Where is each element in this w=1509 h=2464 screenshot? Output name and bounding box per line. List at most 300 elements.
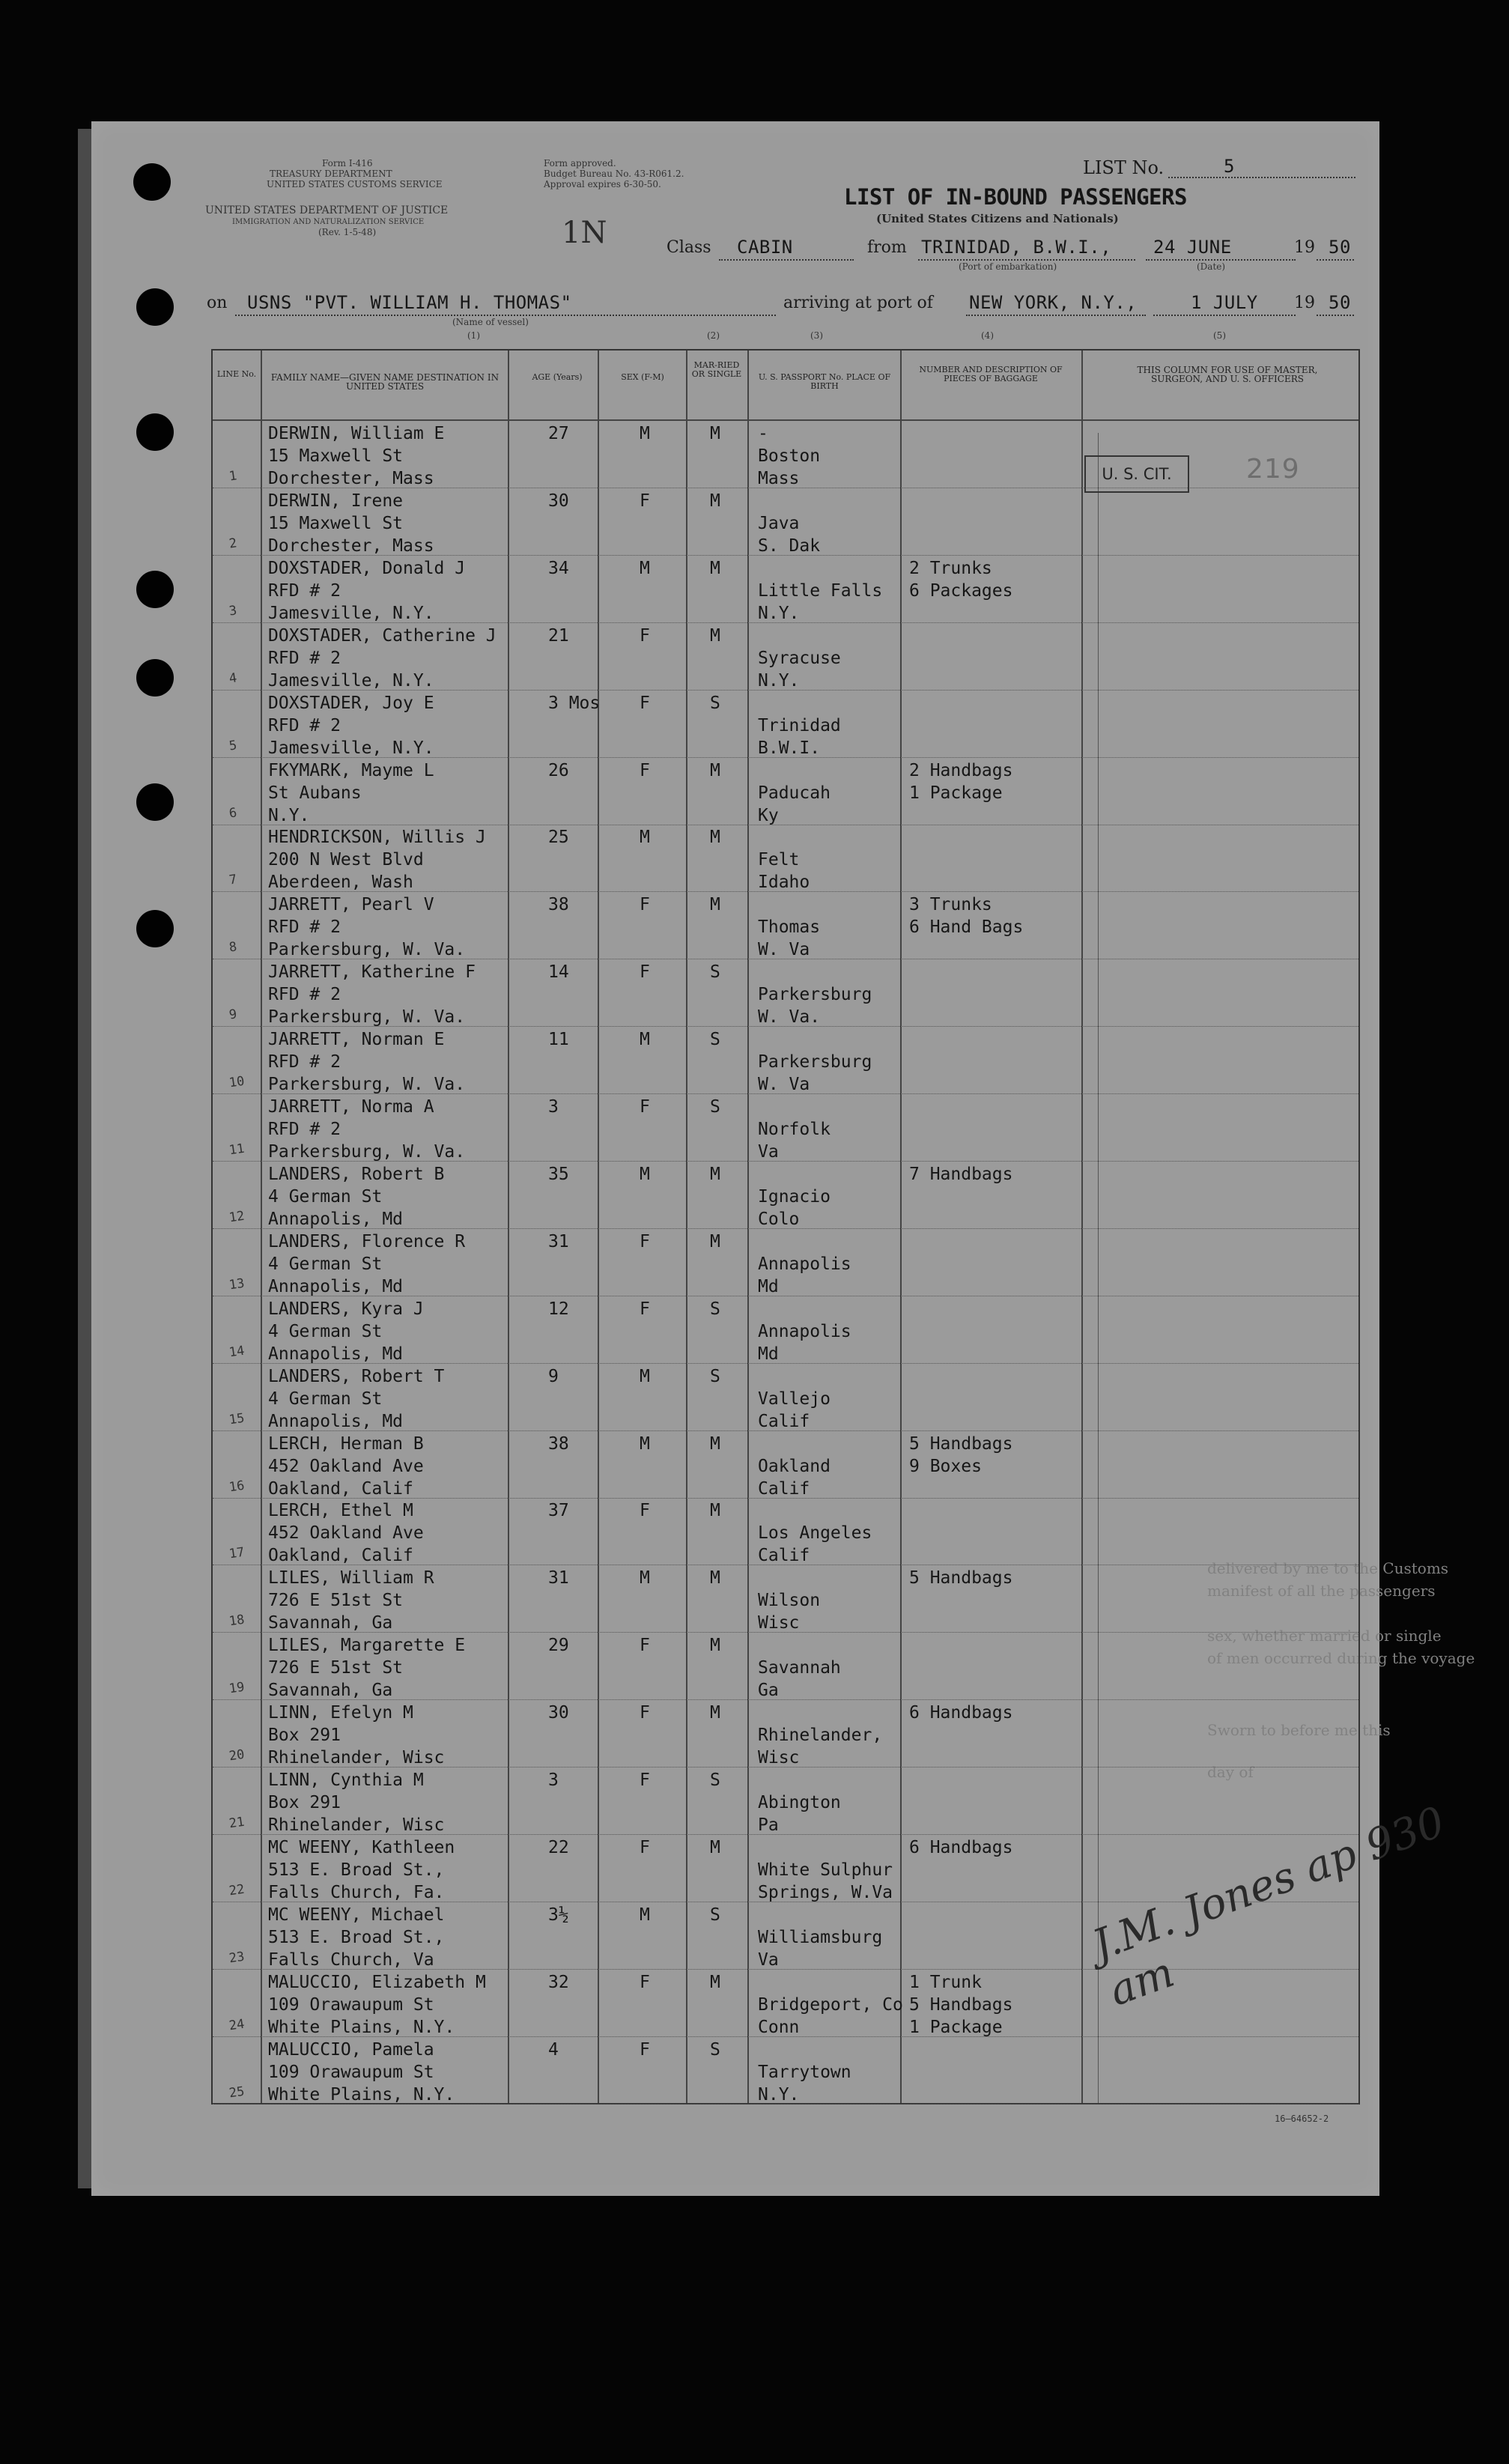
cell-birth3: N.Y.	[758, 670, 800, 691]
cell-birth2: Felt	[758, 850, 800, 870]
passenger-row	[213, 1565, 1358, 1633]
binder-hole	[136, 571, 174, 608]
passenger-row	[213, 1700, 1358, 1767]
cell-birth2: Trinidad	[758, 715, 841, 735]
binder-hole	[136, 413, 174, 451]
line-number: 22	[228, 1881, 246, 1899]
passenger-row	[213, 959, 1358, 1027]
cell-birth2: White Sulphur	[758, 1860, 893, 1880]
cell-married: M	[710, 895, 720, 915]
passenger-row	[213, 1498, 1358, 1565]
cell-bag3: 1 Package	[909, 2017, 1003, 2037]
cell-birth2: Norfolk	[758, 1120, 831, 1139]
list-no-value: 5	[1224, 156, 1235, 177]
cell-married: S	[710, 1030, 720, 1050]
col-header-name: FAMILY NAME—GIVEN NAME DESTINATION IN UNITED STATES	[270, 372, 500, 392]
col-header-age: AGE (Years)	[532, 372, 583, 382]
vessel-caption: (Name of vessel)	[452, 317, 529, 327]
cell-name: HENDRICKSON, Willis J	[268, 828, 486, 848]
passenger-row	[213, 623, 1358, 691]
cell-birth3: Pa	[758, 1815, 779, 1835]
cell-name: JARRETT, Katherine F	[268, 962, 476, 983]
revision-date: (Rev. 1-5-48)	[318, 227, 377, 237]
cell-birth2: Annapolis	[758, 1254, 851, 1274]
line-number: 23	[228, 1949, 246, 1967]
cell-name: DERWIN, William E	[268, 424, 445, 443]
cell-bag1: 7 Handbags	[909, 1164, 1013, 1184]
cell-addr2: Annapolis, Md	[268, 1276, 404, 1296]
cell-name: LINN, Cynthia M	[268, 1770, 424, 1790]
cell-birth2: Boston	[758, 446, 821, 466]
cell-name: LANDERS, Robert T	[268, 1366, 445, 1386]
cell-sex: F	[640, 693, 650, 713]
line-number: 6	[228, 804, 238, 822]
ins-service: IMMIGRATION AND NATURALIZATION SERVICE	[232, 218, 425, 226]
cell-bag2: 6 Hand Bags	[909, 917, 1024, 938]
cell-addr2: Parkersburg, W. Va.	[268, 1007, 466, 1028]
cell-birth3: Md	[758, 1344, 779, 1364]
passenger-row	[213, 1094, 1358, 1162]
cell-married: S	[710, 1299, 720, 1319]
cell-name: JARRETT, Norma A	[268, 1097, 434, 1117]
cell-sex: M	[640, 1433, 650, 1454]
treasury-dept: TREASURY DEPARTMENT	[270, 169, 392, 179]
cell-age: 3 Mos	[548, 693, 601, 713]
page-title: LIST OF IN-BOUND PASSENGERS	[844, 184, 1187, 210]
port-embark-caption: (Port of embarkation)	[959, 261, 1057, 272]
cell-sex: F	[640, 2039, 650, 2060]
cell-addr1: 726 E 51st St	[268, 1591, 404, 1611]
cell-bag1: 2 Handbags	[909, 760, 1013, 780]
year-prefix: 19	[1294, 294, 1315, 312]
cell-birth3: Va	[758, 1949, 779, 1970]
arrival-date: 1 JULY	[1191, 292, 1258, 313]
cell-age: 35	[548, 1164, 569, 1184]
bleed-through-text: delivered by me to the Customs	[1207, 1559, 1449, 1577]
cell-name: FKYMARK, Mayme L	[268, 760, 434, 780]
cell-addr1: Box 291	[268, 1726, 341, 1746]
cell-name: LILES, Margarette E	[268, 1636, 466, 1656]
line-number: 3	[228, 603, 238, 619]
passenger-row	[213, 1162, 1358, 1229]
cell-addr1: 4 German St	[268, 1254, 383, 1274]
cell-addr1: 109 Orawaupum St	[268, 1994, 434, 2015]
cell-birth2: Abington	[758, 1793, 841, 1812]
binder-hole	[136, 783, 174, 821]
cell-birth3: Va	[758, 1142, 779, 1162]
cell-age: 9	[548, 1366, 559, 1386]
passenger-row	[213, 1296, 1358, 1364]
cell-sex: F	[640, 1837, 650, 1857]
cell-bag1: 6 Handbags	[909, 1837, 1013, 1857]
cell-addr2: Rhinelander, Wisc	[268, 1815, 445, 1835]
line-number: 9	[228, 1007, 238, 1023]
cell-birth2: Java	[758, 513, 800, 533]
cell-bag1: 6 Handbags	[909, 1703, 1013, 1723]
line-number: 13	[228, 1275, 246, 1293]
cell-birth3: N.Y.	[758, 603, 800, 623]
line-number: 14	[228, 1343, 246, 1361]
cell-addr1: 452 Oakland Ave	[268, 1456, 424, 1476]
cell-birth3: Wisc	[758, 1748, 800, 1768]
class-value: CABIN	[737, 237, 793, 258]
cell-addr2: Jamesville, N.Y.	[268, 670, 434, 691]
cell-sex: M	[640, 1366, 650, 1386]
cell-name: MALUCCIO, Pamela	[268, 2039, 434, 2060]
cell-bag1: 1 Trunk	[909, 1972, 982, 1992]
cell-birth3: Calif	[758, 1478, 810, 1499]
col-header-sex: SEX (F-M)	[621, 372, 664, 382]
cell-age: 26	[548, 760, 569, 780]
budget-bureau: Budget Bureau No. 43-R061.2.	[544, 169, 684, 179]
form-approved: Form approved.	[544, 158, 616, 169]
cell-age: 14	[548, 962, 569, 983]
cell-birth3: Calif	[758, 1546, 810, 1566]
col-header-line: LINE No.	[216, 369, 257, 379]
line-number: 25	[228, 2084, 246, 2101]
cell-addr1: RFD # 2	[268, 917, 341, 938]
cell-birth1: -	[758, 424, 768, 443]
cell-bag2: 6 Packages	[909, 580, 1013, 601]
passenger-row	[213, 1364, 1358, 1431]
cell-birth3: B.W.I.	[758, 738, 821, 758]
cell-married: M	[710, 1164, 720, 1184]
cell-addr2: N.Y.	[268, 805, 310, 825]
year-prefix: 19	[1294, 238, 1315, 257]
cell-addr1: RFD # 2	[268, 648, 341, 668]
embarkation-date: 24 JUNE	[1153, 237, 1232, 258]
cell-birth3: Springs, W.Va	[758, 1882, 893, 1902]
justice-dept: UNITED STATES DEPARTMENT OF JUSTICE	[205, 204, 449, 216]
cell-birth3: S. Dak	[758, 535, 821, 556]
cell-age: 34	[548, 558, 569, 578]
line-number: 5	[228, 737, 238, 754]
cell-married: M	[710, 558, 720, 578]
line-number: 18	[228, 1612, 246, 1630]
cell-age: 21	[548, 625, 569, 646]
bleed-through-text: sex, whether married or single	[1207, 1627, 1442, 1645]
cell-addr1: 513 E. Broad St.,	[268, 1860, 445, 1880]
stamp-number: 219	[1246, 454, 1300, 485]
line-number: 11	[228, 1141, 246, 1159]
cell-sex: F	[640, 962, 650, 983]
cell-name: MC WEENY, Kathleen	[268, 1837, 455, 1857]
on-label: on	[207, 294, 228, 312]
cell-birth2: Tarrytown	[758, 2062, 851, 2082]
cell-addr2: Falls Church, Va	[268, 1949, 434, 1970]
binder-hole	[136, 910, 174, 947]
cell-age: 37	[548, 1501, 569, 1521]
cell-birth3: W. Va	[758, 1075, 810, 1095]
binder-hole	[136, 288, 174, 326]
cell-age: 11	[548, 1030, 569, 1050]
cell-addr1: RFD # 2	[268, 1120, 341, 1139]
passenger-row	[213, 1633, 1358, 1700]
cell-birth3: Colo	[758, 1209, 800, 1229]
cell-age: 3½	[548, 1905, 569, 1925]
cell-age: 30	[548, 491, 569, 511]
vessel-name: USNS "PVT. WILLIAM H. THOMAS"	[247, 292, 572, 313]
cell-birth2: Williamsburg	[758, 1927, 883, 1947]
cell-name: JARRETT, Norman E	[268, 1030, 445, 1050]
cell-addr1: RFD # 2	[268, 715, 341, 735]
handwritten-mark: 1N	[562, 216, 607, 250]
cell-sex: F	[640, 1703, 650, 1723]
embarkation-year: 50	[1329, 237, 1351, 258]
cell-bag2: 1 Package	[909, 783, 1003, 803]
cell-married: M	[710, 1636, 720, 1656]
cell-addr1: 4 German St	[268, 1321, 383, 1341]
cell-name: LERCH, Herman B	[268, 1433, 424, 1454]
approval-expires: Approval expires 6-30-50.	[544, 179, 661, 189]
passenger-table	[211, 349, 1360, 2105]
col-header-married: MAR-RIED OR SINGLE	[691, 360, 742, 379]
cell-married: S	[710, 1366, 720, 1386]
cell-sex: F	[640, 625, 650, 646]
cell-bag1: 5 Handbags	[909, 1433, 1013, 1454]
cell-birth3: Wisc	[758, 1613, 800, 1633]
cell-addr1: 452 Oakland Ave	[268, 1523, 424, 1544]
cell-age: 38	[548, 895, 569, 915]
cell-married: M	[710, 1433, 720, 1454]
cell-age: 38	[548, 1433, 569, 1454]
passenger-row	[213, 758, 1358, 825]
cell-birth3: N.Y.	[758, 2084, 800, 2105]
cell-addr1: Box 291	[268, 1793, 341, 1812]
line-number: 24	[228, 2016, 246, 2034]
line-number: 10	[228, 1073, 246, 1091]
port-of-embarkation: TRINIDAD, B.W.I.,	[921, 237, 1112, 258]
cell-sex: F	[640, 491, 650, 511]
cell-addr2: Annapolis, Md	[268, 1411, 404, 1431]
cell-sex: M	[640, 424, 650, 443]
cell-addr2: White Plains, N.Y.	[268, 2017, 455, 2037]
cell-birth2: Los Angeles	[758, 1523, 872, 1544]
cell-sex: M	[640, 1030, 650, 1050]
passenger-row	[213, 1229, 1358, 1296]
cell-birth3: W. Va	[758, 940, 810, 960]
column-number: (1)	[467, 330, 480, 341]
cell-bag2: 5 Handbags	[909, 1994, 1013, 2015]
cell-married: S	[710, 693, 720, 713]
col-header-baggage: NUMBER AND DESCRIPTION OF PIECES OF BAGGAGE	[919, 365, 1063, 383]
cell-name: JARRETT, Pearl V	[268, 895, 434, 915]
cell-addr2: Parkersburg, W. Va.	[268, 1142, 466, 1162]
column-number: (3)	[810, 330, 823, 341]
passenger-row	[213, 488, 1358, 556]
cell-birth2: Syracuse	[758, 648, 841, 668]
passenger-row	[213, 691, 1358, 758]
date-caption: (Date)	[1197, 261, 1226, 272]
cell-age: 27	[548, 424, 569, 443]
passenger-row	[213, 1767, 1358, 1835]
cell-sex: F	[640, 895, 650, 915]
passenger-row	[213, 892, 1358, 959]
cell-married: S	[710, 1097, 720, 1117]
cell-birth2: Rhinelander,	[758, 1726, 883, 1746]
cell-married: M	[710, 491, 720, 511]
cell-birth2: Vallejo	[758, 1389, 831, 1409]
line-number: 20	[228, 1747, 246, 1764]
cell-addr1: RFD # 2	[268, 580, 341, 601]
cell-addr2: Rhinelander, Wisc	[268, 1748, 445, 1768]
cell-name: LANDERS, Kyra J	[268, 1299, 424, 1319]
cell-sex: M	[640, 1164, 650, 1184]
customs-service: UNITED STATES CUSTOMS SERVICE	[267, 179, 443, 189]
cell-birth2: Paducah	[758, 783, 831, 803]
cell-sex: F	[640, 1501, 650, 1521]
cell-addr2: Oakland, Calif	[268, 1478, 413, 1499]
passenger-row	[213, 825, 1358, 892]
binder-hole	[133, 163, 171, 201]
cell-sex: F	[640, 1972, 650, 1992]
cell-age: 12	[548, 1299, 569, 1319]
cell-addr1: RFD # 2	[268, 1052, 341, 1072]
line-number: 1	[228, 468, 238, 485]
cell-married: M	[710, 1231, 720, 1251]
form-number: Form I-416	[322, 158, 373, 169]
bleed-through-text: of men occurred during the voyage	[1207, 1649, 1475, 1667]
bleed-through-text: day of	[1207, 1763, 1254, 1781]
cell-married: M	[710, 760, 720, 780]
cell-addr1: 15 Maxwell St	[268, 513, 404, 533]
arrival-year: 50	[1329, 292, 1351, 313]
list-no-label: LIST No.	[1083, 157, 1165, 178]
passenger-row	[213, 1027, 1358, 1094]
line-number: 4	[228, 670, 238, 687]
from-label: from	[867, 238, 907, 257]
cell-married: M	[710, 1568, 720, 1588]
cell-age: 29	[548, 1636, 569, 1656]
cell-married: S	[710, 1905, 720, 1925]
cell-sex: M	[640, 1905, 650, 1925]
cell-married: M	[710, 424, 720, 443]
cell-addr1: 4 German St	[268, 1389, 383, 1409]
passenger-row	[213, 2037, 1358, 2105]
cell-birth2: Savannah	[758, 1658, 841, 1678]
cell-addr2: Oakland, Calif	[268, 1546, 413, 1566]
cell-addr1: 109 Orawaupum St	[268, 2062, 434, 2082]
cell-married: M	[710, 1501, 720, 1521]
cell-name: LINN, Efelyn M	[268, 1703, 413, 1723]
cell-name: LANDERS, Robert B	[268, 1164, 445, 1184]
cell-age: 3	[548, 1770, 559, 1790]
cell-married: S	[710, 1770, 720, 1790]
column-number: (2)	[707, 330, 720, 341]
cell-addr1: 513 E. Broad St.,	[268, 1927, 445, 1947]
cell-birth3: W. Va.	[758, 1007, 821, 1028]
line-number: 2	[228, 535, 238, 552]
cell-birth3: Mass	[758, 469, 800, 488]
line-number: 7	[228, 872, 238, 889]
cell-sex: M	[640, 828, 650, 848]
cell-sex: F	[640, 760, 650, 780]
cell-sex: F	[640, 1097, 650, 1117]
cell-name: DERWIN, Irene	[268, 491, 404, 511]
cell-age: 31	[548, 1231, 569, 1251]
cell-birth3: Md	[758, 1276, 779, 1296]
cell-age: 3	[548, 1097, 559, 1117]
arrival-port: NEW YORK, N.Y.,	[969, 292, 1138, 313]
cell-addr1: 200 N West Blvd	[268, 850, 424, 870]
cell-birth3: Calif	[758, 1411, 810, 1431]
cell-married: M	[710, 1703, 720, 1723]
cell-married: S	[710, 962, 720, 983]
cell-addr2: White Plains, N.Y.	[268, 2084, 455, 2105]
cell-addr2: Parkersburg, W. Va.	[268, 940, 466, 960]
cell-name: DOXSTADER, Donald J	[268, 558, 466, 578]
cell-birth2: Parkersburg	[758, 985, 872, 1005]
cell-addr2: Jamesville, N.Y.	[268, 603, 434, 623]
form-footer-code: 16—64652-2	[1275, 2113, 1329, 2124]
cell-bag1: 5 Handbags	[909, 1568, 1013, 1588]
cell-birth2: Annapolis	[758, 1321, 851, 1341]
cell-name: DOXSTADER, Catherine J	[268, 625, 497, 646]
cell-name: LANDERS, Florence R	[268, 1231, 466, 1251]
cell-sex: F	[640, 1299, 650, 1319]
cell-age: 31	[548, 1568, 569, 1588]
cell-age: 30	[548, 1703, 569, 1723]
cell-sex: M	[640, 1568, 650, 1588]
line-number: 21	[228, 1814, 246, 1832]
cell-addr2: Falls Church, Fa.	[268, 1882, 445, 1902]
arriving-label: arriving at port of	[783, 294, 933, 312]
cell-addr2: Dorchester, Mass	[268, 535, 434, 556]
line-number: 12	[228, 1208, 246, 1226]
line-number: 16	[228, 1478, 246, 1495]
cell-name: MC WEENY, Michael	[268, 1905, 445, 1925]
cell-birth2: Bridgeport, Co	[758, 1994, 903, 2015]
cell-age: 4	[548, 2039, 559, 2060]
cell-addr1: 15 Maxwell St	[268, 446, 404, 466]
line-number: 15	[228, 1410, 246, 1427]
column-number: (4)	[981, 330, 994, 341]
cell-sex: F	[640, 1770, 650, 1790]
cell-birth3: Idaho	[758, 873, 810, 893]
line-number: 8	[228, 939, 238, 956]
passenger-row	[213, 1431, 1358, 1499]
cell-addr1: St Aubans	[268, 783, 362, 803]
bleed-through-text: Sworn to before me this	[1207, 1721, 1391, 1739]
cell-name: MALUCCIO, Elizabeth M	[268, 1972, 486, 1992]
page-subtitle: (United States Citizens and Nationals)	[876, 212, 1119, 225]
cell-addr2: Aberdeen, Wash	[268, 873, 413, 893]
cell-age: 32	[548, 1972, 569, 1992]
cell-addr1: RFD # 2	[268, 985, 341, 1005]
class-label: Class	[667, 238, 711, 257]
cell-married: S	[710, 2039, 720, 2060]
col-header-birth: U. S. PASSPORT No. PLACE OF BIRTH	[758, 372, 891, 391]
cell-age: 22	[548, 1837, 569, 1857]
cell-married: M	[710, 625, 720, 646]
cell-addr2: Savannah, Ga	[268, 1613, 393, 1633]
cell-age: 25	[548, 828, 569, 848]
cell-sex: M	[640, 558, 650, 578]
us-citizen-stamp: U. S. CIT.	[1084, 455, 1189, 493]
cell-birth3: Ga	[758, 1681, 779, 1701]
cell-birth2: Ignacio	[758, 1186, 831, 1207]
cell-birth3: Ky	[758, 805, 779, 825]
cell-birth2: Little Falls	[758, 580, 883, 601]
cell-birth3: Conn	[758, 2017, 800, 2037]
line-number: 17	[228, 1545, 246, 1562]
cell-married: M	[710, 828, 720, 848]
cell-bag1: 2 Trunks	[909, 558, 992, 578]
cell-sex: F	[640, 1636, 650, 1656]
inspector-signature: J.M. Jones ap 930 am	[1086, 1797, 1451, 2016]
cell-birth2: Oakland	[758, 1456, 831, 1476]
line-number: 19	[228, 1679, 246, 1697]
